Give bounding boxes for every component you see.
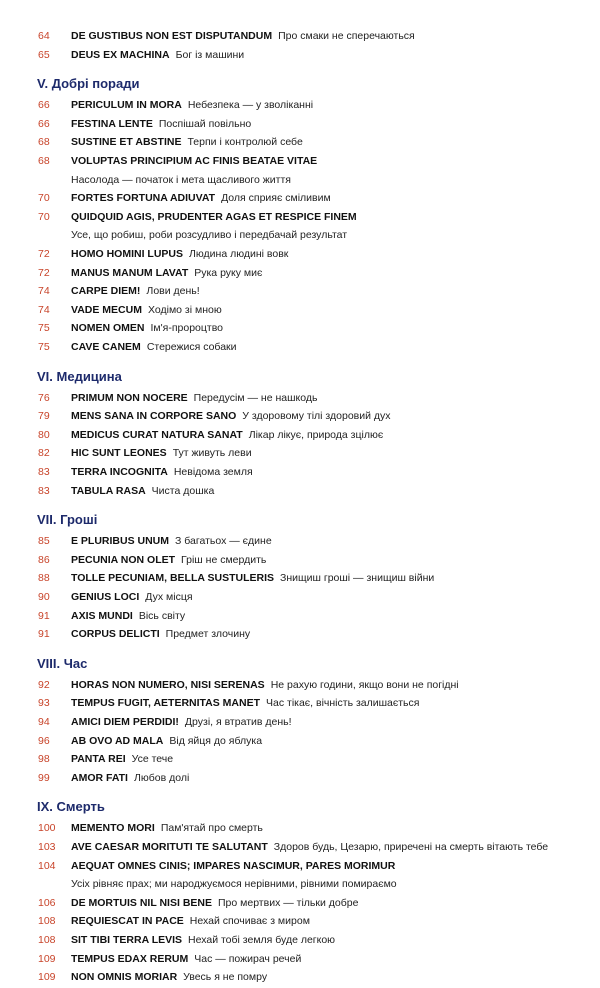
translation: У здоровому тілі здоровий дух <box>242 410 391 423</box>
page-number: 83 <box>38 484 50 497</box>
page-number: 80 <box>38 428 50 441</box>
page-number: 86 <box>38 553 50 566</box>
entry-text <box>71 392 317 404</box>
page-number: 108 <box>38 915 56 928</box>
entry-text <box>71 572 434 584</box>
toc-entry <box>0 821 600 839</box>
entry-text <box>71 267 262 279</box>
toc-entry <box>0 303 600 321</box>
entry-text <box>71 49 244 61</box>
entry-text <box>71 99 313 111</box>
latin-phrase: HORAS NON NUMERO, NISI SERENAS <box>71 678 265 691</box>
page-number: 82 <box>38 447 50 460</box>
entry-text <box>71 192 331 204</box>
translation: Лікар лікує, природа зцілює <box>248 428 384 441</box>
section-heading: VI. Медицина <box>37 368 122 384</box>
toc-entry <box>0 446 600 464</box>
translation: Нехай тобі земля буде легкою <box>188 934 336 946</box>
section-heading: VIII. Час <box>37 655 88 671</box>
entry-text <box>71 735 262 747</box>
entry-text <box>71 136 303 148</box>
entry-text <box>71 841 548 853</box>
latin-phrase: AMOR FATI <box>71 771 128 784</box>
latin-phrase: PANTA REI <box>71 753 126 766</box>
entry-text <box>71 716 292 728</box>
latin-phrase: PRIMUM NON NOCERE <box>71 391 188 404</box>
latin-phrase: MEDICUS CURAT NATURA SANAT <box>71 428 243 441</box>
page-number: 83 <box>38 466 50 478</box>
page-number: 79 <box>38 410 50 423</box>
latin-phrase: AXIS MUNDI <box>71 609 133 622</box>
latin-phrase: MANUS MANUM LAVAT <box>71 266 189 279</box>
toc-entry <box>0 266 600 284</box>
toc-entry <box>0 428 600 446</box>
entry-text <box>71 322 223 334</box>
section-heading: IX. Смерть <box>37 799 105 815</box>
entry-text <box>71 155 317 167</box>
translation: Людина людині вовк <box>189 248 289 260</box>
translation: Рука руку миє <box>194 266 263 279</box>
section-heading: V. Добрі поради <box>37 76 140 92</box>
toc-entry <box>0 484 600 502</box>
toc-entry <box>0 409 600 427</box>
toc-entry <box>0 553 600 571</box>
toc-entry <box>0 284 600 302</box>
toc-entry <box>0 609 600 627</box>
entry-text <box>71 934 335 946</box>
page-number: 94 <box>38 716 50 728</box>
entry-text <box>71 466 253 478</box>
latin-phrase: HIC SUNT LEONES <box>71 447 167 460</box>
toc-entry <box>0 696 600 714</box>
entry-text <box>71 860 395 872</box>
toc-entry <box>0 933 600 951</box>
entry-text <box>71 410 391 422</box>
entry-text <box>71 304 222 316</box>
toc-entry <box>0 465 600 483</box>
toc-entry <box>0 590 600 608</box>
page-number: 75 <box>38 341 50 353</box>
toc-entry <box>0 98 600 116</box>
translation: Доля сприяє сміливим <box>221 192 331 205</box>
entry-text <box>71 591 193 603</box>
page-number: 91 <box>38 609 50 622</box>
page-number: 68 <box>38 155 50 167</box>
translation: Насолода — початок і мета щасливого життя <box>71 173 291 186</box>
page-number: 96 <box>38 734 50 747</box>
entry-text <box>71 697 419 709</box>
page-number: 103 <box>38 841 56 853</box>
entry-text <box>71 118 251 130</box>
entry-text <box>71 772 189 784</box>
toc-entry <box>0 117 600 135</box>
translation: Друзі, я втратив день! <box>184 716 292 728</box>
toc-entry <box>0 715 600 733</box>
latin-phrase: MEMENTO MORI <box>71 822 155 835</box>
latin-phrase: SIT TIBI TERRA LEVIS <box>71 934 183 946</box>
toc-entry <box>0 340 600 358</box>
latin-phrase: E PLURIBUS UNUM <box>71 535 170 548</box>
toc-entry <box>0 896 600 914</box>
page-number: 108 <box>38 934 56 946</box>
translation: Знищиш гроші — знищиш війни <box>280 572 435 585</box>
translation: Небезпека — у зволіканні <box>187 99 314 112</box>
latin-phrase: CORPUS DELICTI <box>71 628 160 641</box>
translation: Час тікає, вічність залишається <box>266 697 420 710</box>
entry-text <box>71 341 237 353</box>
latin-phrase: GENIUS LOCI <box>71 591 140 603</box>
toc-entry <box>0 247 600 265</box>
translation: Усіх рівняє прах; ми народжуємося нерівними, рівними помираємо <box>71 878 397 891</box>
translation: Здоров будь, Цезарю, приречені на смерть вітають тебе <box>273 841 549 853</box>
page-number: 74 <box>38 285 50 298</box>
translation-line <box>0 877 600 895</box>
translation: Нехай спочиває з миром <box>189 915 310 928</box>
latin-phrase: AMICI DIEM PERDIDI! <box>71 716 179 728</box>
translation: Поспішай повільно <box>158 117 252 130</box>
latin-phrase: HOMO HOMINI LUPUS <box>71 248 183 260</box>
toc-entry <box>0 191 600 209</box>
entry-text <box>71 679 459 691</box>
translation: Дух місця <box>145 591 193 603</box>
page-number: 74 <box>38 303 50 316</box>
translation: Усе, що робиш, роби розсудливо і передбачай результат <box>71 229 348 242</box>
translation: Любов долі <box>133 771 190 784</box>
latin-phrase: REQUIESCAT IN PACE <box>71 915 184 928</box>
translation: Не рахую години, якщо вони не погідні <box>270 678 459 691</box>
latin-phrase: FESTINA LENTE <box>71 117 153 130</box>
toc-entry <box>0 970 600 988</box>
translation: Від яйця до яблука <box>169 734 263 747</box>
latin-phrase: AB OVO AD MALA <box>71 734 164 747</box>
latin-phrase: MENS SANA IN CORPORE SANO <box>71 410 237 423</box>
toc-entry <box>0 391 600 409</box>
entry-text <box>71 610 185 622</box>
toc-entry <box>0 135 600 153</box>
page-number: 66 <box>38 117 50 130</box>
toc-entry <box>0 771 600 789</box>
latin-phrase: QUIDQUID AGIS, PRUDENTER AGAS ET RESPICE FINEM <box>71 210 357 223</box>
translation-line <box>0 228 600 246</box>
page-number: 104 <box>38 859 56 872</box>
toc-entry <box>0 952 600 970</box>
latin-phrase: CARPE DIEM! <box>71 285 141 298</box>
translation: Тут живуть леви <box>172 447 252 460</box>
translation: Гріш не смердить <box>181 553 267 566</box>
page-number: 66 <box>38 99 50 112</box>
translation: Пам'ятай про смерть <box>160 822 263 835</box>
entry-text <box>71 822 263 834</box>
translation: Усе тече <box>131 753 174 766</box>
toc-entry <box>0 534 600 552</box>
entry-text <box>71 248 288 260</box>
page-number: 76 <box>38 391 50 404</box>
translation: Стережися собаки <box>146 341 237 353</box>
toc-entry <box>0 48 600 66</box>
latin-phrase: NOMEN OMEN <box>71 322 145 335</box>
entry-text <box>71 897 358 909</box>
entry-text <box>71 211 357 223</box>
toc-entry <box>0 627 600 645</box>
translation: Лови день! <box>146 285 200 298</box>
toc-entry <box>0 571 600 589</box>
translation: Ім'я-пророцтво <box>150 322 223 335</box>
translation: Передусім — не нашкодь <box>193 391 318 404</box>
entry-text <box>71 535 272 547</box>
entry-text <box>71 447 252 459</box>
entry-text <box>71 285 200 297</box>
latin-phrase: VADE MECUM <box>71 303 142 316</box>
latin-phrase: TOLLE PECUNIAM, BELLA SUSTULERIS <box>71 572 275 585</box>
page-number: 100 <box>38 822 56 835</box>
translation: Час — пожирач речей <box>194 952 302 965</box>
entry-text <box>71 554 266 566</box>
translation: Невідома земля <box>173 466 253 478</box>
page-number: 70 <box>38 210 50 223</box>
translation: Увесь я не помру <box>183 971 268 984</box>
page-number: 75 <box>38 322 50 335</box>
entry-text <box>71 429 383 441</box>
translation: Вісь світу <box>138 609 186 622</box>
page-number: 99 <box>38 771 50 784</box>
page-number: 65 <box>38 48 50 61</box>
entry-text <box>71 753 173 765</box>
toc-entry <box>0 678 600 696</box>
toc-entry <box>0 914 600 932</box>
translation: Чиста дошка <box>151 484 215 497</box>
page-number: 106 <box>38 896 56 909</box>
page-number: 88 <box>38 572 50 585</box>
latin-phrase: TABULA RASA <box>71 484 146 497</box>
latin-phrase: DE GUSTIBUS NON EST DISPUTANDUM <box>71 30 273 42</box>
toc-entry <box>0 29 600 47</box>
page-number: 72 <box>38 266 50 279</box>
latin-phrase: TERRA INCOGNITA <box>71 466 168 478</box>
translation: Про мертвих — тільки добре <box>218 896 359 909</box>
page-number: 90 <box>38 591 50 603</box>
section-heading: VII. Гроші <box>37 512 98 528</box>
translation: Предмет злочину <box>165 628 251 641</box>
latin-phrase: AEQUAT OMNES CINIS; IMPARES NASCIMUR, PARES MORIMUR <box>71 859 396 872</box>
toc-entry <box>0 752 600 770</box>
page-number: 70 <box>38 192 50 205</box>
entry-text <box>71 953 301 965</box>
translation: Ходімо зі мною <box>147 303 222 316</box>
translation-line <box>0 173 600 191</box>
toc-entry <box>0 859 600 877</box>
page-number: 109 <box>38 952 56 965</box>
entry-text <box>71 485 214 497</box>
toc-entry <box>0 154 600 172</box>
page-number: 72 <box>38 248 50 260</box>
toc-entry <box>0 321 600 339</box>
page-number: 93 <box>38 697 50 710</box>
latin-phrase: CAVE CANEM <box>71 341 141 353</box>
entry-text <box>71 915 310 927</box>
latin-phrase: AVE CAESAR MORITUTI TE SALUTANT <box>71 841 268 853</box>
page-number: 98 <box>38 753 50 766</box>
latin-phrase: PECUNIA NON OLET <box>71 553 176 566</box>
page-number: 85 <box>38 535 50 548</box>
page-number: 68 <box>38 136 50 149</box>
page-number: 91 <box>38 628 50 641</box>
entry-text <box>71 628 250 640</box>
translation: Терпи і контролюй себе <box>187 136 303 149</box>
translation: Про смаки не сперечаються <box>278 30 415 42</box>
latin-phrase: FORTES FORTUNA ADIUVAT <box>71 192 216 205</box>
latin-phrase: NON OMNIS MORIAR <box>71 971 178 984</box>
toc-entry <box>0 840 600 858</box>
latin-phrase: DE MORTUIS NIL NISI BENE <box>71 896 212 909</box>
page-number: 109 <box>38 971 56 984</box>
latin-phrase: TEMPUS EDAX RERUM <box>71 952 189 965</box>
entry-text <box>71 30 415 42</box>
page-number: 92 <box>38 678 50 691</box>
page-number: 64 <box>38 30 50 42</box>
translation: Бог із машини <box>175 48 245 61</box>
translation: З багатьох — єдине <box>175 535 272 548</box>
latin-phrase: SUSTINE ET ABSTINE <box>71 136 182 149</box>
latin-phrase: VOLUPTAS PRINCIPIUM AC FINIS BEATAE VITAE <box>71 155 318 167</box>
entry-text <box>71 971 267 983</box>
latin-phrase: DEUS EX MACHINA <box>71 48 170 61</box>
toc-entry <box>0 734 600 752</box>
latin-phrase: PERICULUM IN MORA <box>71 99 182 112</box>
toc-entry <box>0 210 600 228</box>
latin-phrase: TEMPUS FUGIT, AETERNITAS MANET <box>71 697 260 710</box>
